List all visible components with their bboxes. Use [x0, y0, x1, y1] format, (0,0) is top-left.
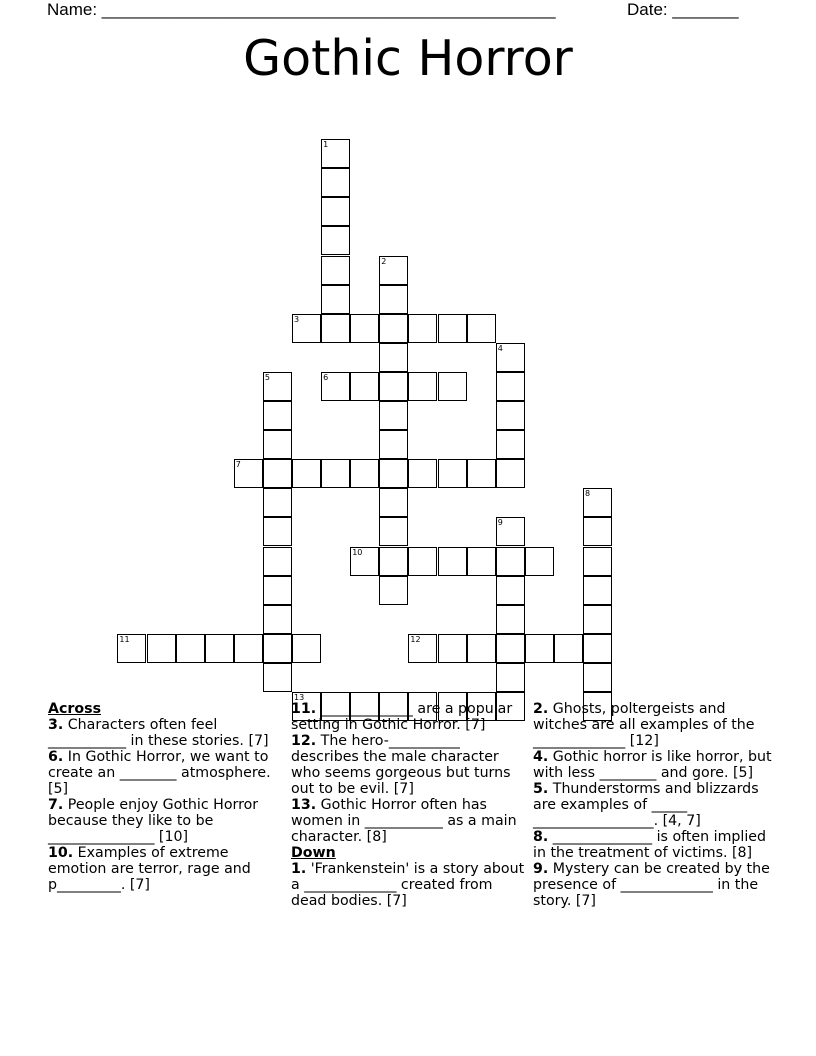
clue-number: 9: [497, 518, 503, 528]
grid-cell[interactable]: [147, 634, 176, 663]
grid-cell[interactable]: [496, 343, 525, 372]
grid-cell[interactable]: [263, 488, 292, 517]
clue: [291, 861, 526, 909]
clue: [533, 829, 773, 861]
grid-cell[interactable]: [379, 256, 408, 285]
grid-cell[interactable]: [496, 634, 525, 663]
grid-cell[interactable]: [379, 314, 408, 343]
clue-text: ______________ is often implied in the treatment of victims. [8]: [533, 829, 767, 861]
clue-number: 6.: [48, 749, 64, 765]
clue: [48, 845, 278, 893]
grid-cell[interactable]: [496, 430, 525, 459]
clue-number: 3: [294, 314, 300, 324]
clues-column-3: [533, 701, 773, 909]
grid-cell[interactable]: [496, 401, 525, 430]
clue-number: 7: [235, 460, 241, 470]
grid-cell[interactable]: [350, 547, 379, 576]
grid-cell[interactable]: [379, 517, 408, 546]
clue-number: 10: [352, 547, 363, 557]
grid-cell[interactable]: [263, 547, 292, 576]
grid-cell[interactable]: [496, 547, 525, 576]
grid-cell[interactable]: [438, 547, 467, 576]
grid-cell[interactable]: [408, 459, 437, 488]
clue-text: Gothic horror is like horror, but with less ________ and gore. [5]: [533, 749, 772, 781]
clue-number: 5.: [533, 781, 549, 797]
clue-number: 6: [323, 372, 329, 382]
clue-number: 11: [119, 634, 130, 644]
clue-number: 8.: [533, 829, 549, 845]
page-title: Gothic Horror: [243, 30, 573, 87]
grid-cell[interactable]: [496, 663, 525, 692]
grid-cell[interactable]: [321, 314, 350, 343]
grid-cell[interactable]: [263, 517, 292, 546]
grid-cell[interactable]: [379, 459, 408, 488]
grid-cell[interactable]: [350, 372, 379, 401]
grid-cell[interactable]: [321, 197, 350, 226]
grid-cell[interactable]: [525, 547, 554, 576]
clue: [48, 797, 278, 845]
grid-cell[interactable]: [234, 634, 263, 663]
grid-cell[interactable]: [263, 459, 292, 488]
clue-number: 5: [264, 372, 270, 382]
grid-cell[interactable]: [379, 285, 408, 314]
clue-number: 9.: [533, 861, 549, 877]
grid-cell[interactable]: [234, 459, 263, 488]
clue-text: People enjoy Gothic Horror because they like to be _______________ [10]: [48, 797, 259, 845]
grid-cell[interactable]: [321, 168, 350, 197]
grid-cell[interactable]: [379, 372, 408, 401]
grid-cell[interactable]: [321, 139, 350, 168]
grid-cell[interactable]: [321, 459, 350, 488]
clue-text: Gothic Horror often has women in ___________ as a main character. [8]: [291, 797, 517, 845]
clue-text: In Gothic Horror, we want to create an ________ atmosphere. [5]: [48, 749, 271, 797]
clue: [533, 701, 773, 749]
grid-cell[interactable]: [292, 634, 321, 663]
grid-cell[interactable]: [321, 256, 350, 285]
grid-cell[interactable]: [408, 314, 437, 343]
grid-cell[interactable]: [467, 314, 496, 343]
clue: [291, 701, 526, 733]
clue-number: 4.: [533, 749, 549, 765]
clue: [533, 749, 773, 781]
grid-cell[interactable]: [263, 401, 292, 430]
clue-number: 8: [585, 489, 591, 499]
clue-number: 2: [381, 256, 387, 266]
grid-cell[interactable]: [583, 634, 612, 663]
grid-cell[interactable]: [496, 459, 525, 488]
grid-cell[interactable]: [438, 459, 467, 488]
grid-cell[interactable]: [496, 576, 525, 605]
grid-cell[interactable]: [467, 459, 496, 488]
grid-cell[interactable]: [350, 314, 379, 343]
grid-cell[interactable]: [379, 576, 408, 605]
grid-cell[interactable]: [408, 634, 437, 663]
grid-cell[interactable]: [467, 547, 496, 576]
clue-text: 'Frankenstein' is a story about a _____________ created from dead bodies. [7]: [291, 861, 525, 909]
grid-cell[interactable]: [263, 605, 292, 634]
clue-text: Thunderstorms and blizzards are examples of _____ _________________. [4, 7]: [533, 781, 759, 829]
grid-cell[interactable]: [263, 663, 292, 692]
grid-cell[interactable]: [583, 663, 612, 692]
clue-text: _____________ are a popular setting in Gothic Horror. [7]: [291, 701, 513, 733]
date-field: Date: _______: [627, 0, 739, 19]
grid-cell[interactable]: [496, 372, 525, 401]
clues-column-1: [48, 701, 278, 893]
clue-number: 3.: [48, 717, 64, 733]
grid-cell[interactable]: [583, 576, 612, 605]
grid-cell[interactable]: [496, 605, 525, 634]
clue-number: 2.: [533, 701, 549, 717]
grid-cell[interactable]: [292, 459, 321, 488]
down-heading: Down: [291, 845, 336, 861]
clue-text: Mystery can be created by the presence of _____________ in the story. [7]: [533, 861, 770, 909]
grid-cell[interactable]: [176, 634, 205, 663]
grid-cell[interactable]: [438, 372, 467, 401]
grid-cell[interactable]: [263, 430, 292, 459]
grid-cell[interactable]: [263, 372, 292, 401]
clues-column-2: [291, 701, 526, 909]
clue: [48, 749, 278, 797]
clue-number: 10.: [48, 845, 74, 861]
clue-number: 7.: [48, 797, 64, 813]
clue-text: Ghosts, poltergeists and witches are all examples of the _____________ [12]: [533, 701, 755, 749]
clue-number: 11.: [291, 701, 317, 717]
grid-cell[interactable]: [321, 226, 350, 255]
grid-cell[interactable]: [379, 343, 408, 372]
grid-cell[interactable]: [583, 488, 612, 517]
grid-cell[interactable]: [321, 285, 350, 314]
grid-cell[interactable]: [321, 372, 350, 401]
grid-cell[interactable]: [379, 401, 408, 430]
clue-number: 1: [323, 140, 329, 150]
clue: [291, 733, 526, 797]
grid-cell[interactable]: [379, 430, 408, 459]
grid-cell[interactable]: [263, 634, 292, 663]
grid-cell[interactable]: [583, 547, 612, 576]
grid-cell[interactable]: [205, 634, 234, 663]
clue-text: Examples of extreme emotion are terror, rage and p_________. [7]: [48, 845, 251, 893]
clue: [533, 861, 773, 909]
clue: [533, 781, 773, 829]
grid-cell[interactable]: [496, 517, 525, 546]
clue: [291, 797, 526, 845]
name-field: Name: ________________________________________________: [47, 0, 556, 19]
clue-number: 13: [294, 693, 305, 702]
clue-number: 12: [410, 634, 421, 644]
clue-number: 1.: [291, 861, 307, 877]
grid-cell[interactable]: [467, 634, 496, 663]
grid-cell[interactable]: [408, 547, 437, 576]
clue-number: 13.: [291, 797, 317, 813]
grid-cell[interactable]: [292, 314, 321, 343]
across-heading: Across: [48, 701, 102, 717]
grid-cell[interactable]: [525, 634, 554, 663]
clue: [48, 717, 278, 749]
grid-cell[interactable]: [379, 488, 408, 517]
grid-cell[interactable]: [438, 634, 467, 663]
clue-text: The hero-__________ describes the male character who seems gorgeous but turns out to be evil. [7]: [291, 733, 511, 797]
clue-text: Characters often feel ___________ in these stories. [7]: [48, 717, 269, 749]
grid-cell[interactable]: [350, 459, 379, 488]
clue-number: 4: [497, 343, 503, 353]
grid-cell[interactable]: [583, 605, 612, 634]
grid-cell[interactable]: [554, 634, 583, 663]
grid-cell[interactable]: [263, 576, 292, 605]
grid-cell[interactable]: [117, 634, 146, 663]
grid-cell[interactable]: [438, 314, 467, 343]
grid-cell[interactable]: [379, 547, 408, 576]
grid-cell[interactable]: [583, 517, 612, 546]
clue-number: 12.: [291, 733, 317, 749]
grid-cell[interactable]: [408, 372, 437, 401]
